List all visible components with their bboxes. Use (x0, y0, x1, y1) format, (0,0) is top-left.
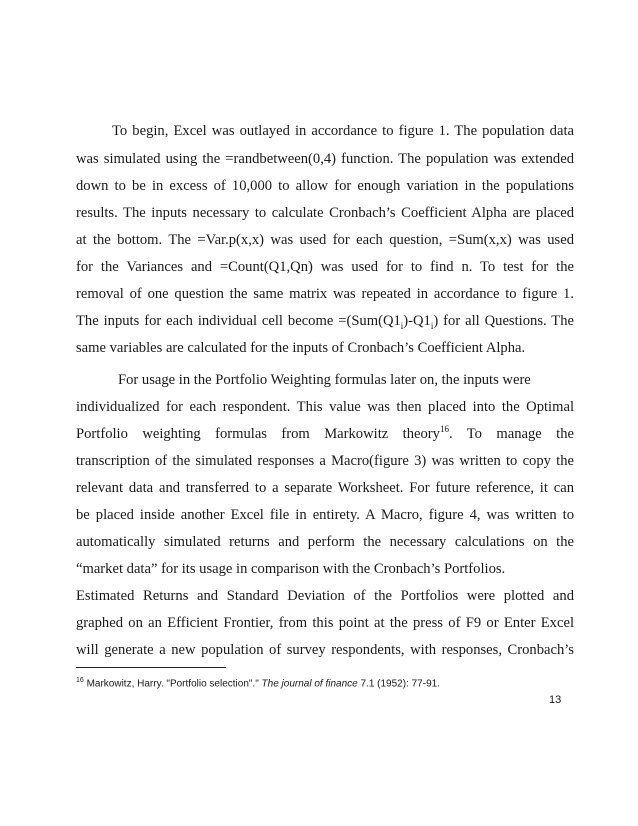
p2-line-1: For usage in the Portfolio Weighting formulas later on, the inputs were (118, 372, 531, 388)
p1-line-4: results. The inputs necessary to calculate Cronbach’s Coefficient Alpha are placed (76, 205, 574, 221)
footnote-citation: 7.1 (1952): 77-91. (357, 678, 440, 690)
p1-line-8-c: ) for all Questions. The (433, 313, 574, 329)
footnote-text: Markowitz, Harry. "Portfolio selection"." (83, 678, 262, 690)
p2-line-5: relevant data and transferred to a separate Worksheet. For future reference, it can (76, 480, 574, 496)
footnote (76, 677, 440, 689)
page-number: 13 (549, 694, 562, 706)
p2-line-10: graphed on an Efficient Frontier, from this point at the press of F9 or Enter Excel (76, 615, 574, 631)
p1-line-8-b: )-Q1 (403, 313, 431, 329)
p2-line-9: Estimated Returns and Standard Deviation of the Portfolios were plotted and (76, 588, 574, 604)
p2-line-4: transcription of the simulated responses a Macro(figure 3) was written to copy the (76, 453, 574, 469)
subscript-i: i (400, 320, 404, 331)
footnote-ref-16: 16 (439, 424, 449, 435)
p2-line-8: “market data” for its usage in comparison with the Cronbach’s Portfolios. (76, 561, 506, 577)
p1-line-3: down to be in excess of 10,000 to allow for enough variation in the populations (76, 178, 574, 194)
p1-line-2: was simulated using the =randbetween(0,4) function. The population was extended (76, 151, 574, 167)
p1-line-1: To begin, Excel was outlayed in accordance to figure 1. The population data (112, 123, 574, 139)
p1-line-8-a: The inputs for each individual cell become =(Sum(Q1 (76, 313, 401, 329)
p2-line-7: automatically simulated returns and perform the necessary calculations on the (76, 534, 574, 550)
p2-line-3 (76, 425, 574, 443)
p1-line-7: removal of one question the same matrix was repeated in accordance to figure 1. (76, 286, 574, 302)
p1-line-5: at the bottom. The =Var.p(x,x) was used for each question, =Sum(x,x) was used (76, 232, 574, 248)
footnote-journal: The journal of finance (261, 678, 358, 690)
footnote-number: 16 (76, 677, 84, 684)
p2-line-3-a: Portfolio weighting formulas from Markowitz theory (76, 426, 440, 442)
p2-line-2: individualized for each respondent. This value was then placed into the Optimal (76, 399, 574, 415)
p1-line-6: for the Variances and =Count(Q1,Qn) was used for to find n. To test for the (76, 259, 574, 275)
p1-line-9: same variables are calculated for the inputs of Cronbach’s Coefficient Alpha. (76, 340, 526, 356)
subscript-i: i (430, 320, 434, 331)
p2-line-3-b: . To manage the (448, 426, 574, 442)
p2-line-11: will generate a new population of survey respondents, with responses, Cronbach’s (76, 642, 574, 658)
footnote-separator (76, 667, 226, 668)
p1-line-8 (76, 312, 574, 330)
p2-line-6: be placed inside another Excel file in entirety. A Macro, figure 4, was written to (76, 507, 574, 523)
